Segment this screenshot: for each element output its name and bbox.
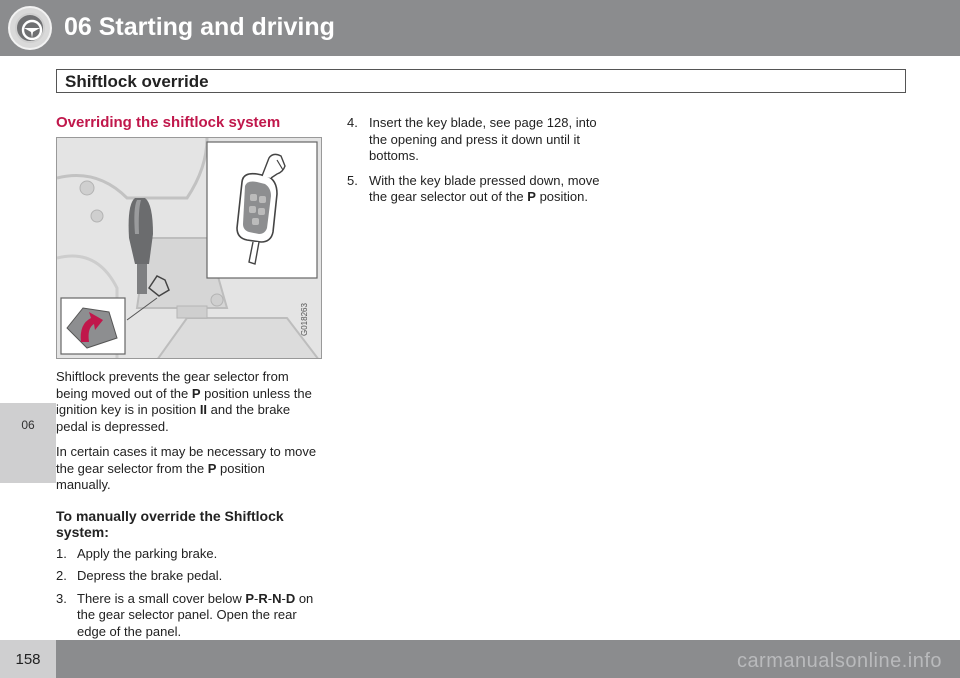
section-title: Shiftlock override	[65, 72, 209, 91]
gear-selector-illustration	[57, 138, 322, 359]
procedure-step: 2. Depress the brake pedal.	[56, 568, 223, 583]
chapter-header	[0, 0, 960, 56]
figure-code: G018263	[300, 303, 309, 336]
procedure-step: 3. There is a small cover below P-R-N-D on the gear selector panel. Open the rear edge of the panel.	[56, 590, 314, 639]
shiftlock-figure	[56, 137, 322, 359]
procedure-step: 4. Insert the key blade, see page 128, into the opening and press it down until it bottoms.	[347, 115, 597, 163]
intro-paragraph-2: In certain cases it may be necessary to move the gear selector from the P position manually.	[56, 444, 317, 492]
chapter-side-tab	[0, 403, 56, 483]
intro-paragraph-1: Shiftlock prevents the gear selector from being moved out of the P position unless the ignition key is in position II and the brake pedal is depressed.	[56, 369, 312, 434]
left-column	[56, 114, 322, 640]
procedure-heading: To manually override the Shiftlock system:	[56, 507, 284, 540]
procedure-step: 5. With the key blade pressed down, move the gear selector out of the P position.	[347, 172, 600, 204]
procedure-step: 1. Apply the parking brake.	[56, 545, 218, 561]
page-number: 158	[15, 651, 41, 668]
watermark: carmanualsonline.info	[736, 650, 942, 672]
right-column	[347, 115, 617, 206]
sub-heading: Overriding the shiftlock system	[56, 114, 281, 131]
steering-wheel-icon	[8, 6, 52, 50]
section-title-bar	[56, 69, 906, 93]
chapter-tab-label: 06	[21, 418, 35, 432]
chapter-title: 06 Starting and driving	[64, 13, 335, 41]
page-footer	[0, 640, 960, 678]
